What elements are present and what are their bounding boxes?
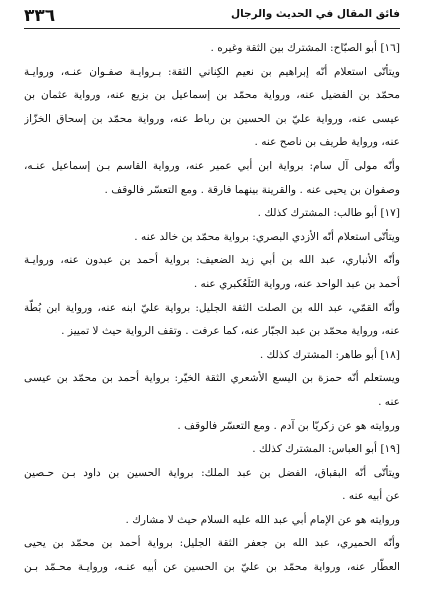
text-line: ويتأتّى أنّه البقباق، الفضل بن عبد الملك: برواية الحسين بن داود بـن حـصين — [24, 466, 400, 479]
text-line: [١٩] أبو العباس: المشترك كذلك . — [252, 443, 400, 456]
text-line: [١٨] أبو طاهر: المشترك كذلك . — [259, 348, 400, 361]
text-line: ويتأتّى استعلام أنّه الأزدي البصري: برواية محمّد بن خالد عنه . — [134, 230, 400, 243]
text-line: عنه، ورواية طريف بن ناصح عنه . — [254, 136, 400, 149]
page-body — [24, 29, 400, 580]
text-line: وصفوان بن يحيى عنه . والقرينة بينهما فارقة . ومع التعسّر فالوقف . — [104, 183, 400, 196]
text-line: [١٧] أبو طالب: المشترك كذلك . — [257, 207, 400, 220]
text-line: وأنّه الحميري، عبد الله بن جعفر الثقة الجليل: برواية أحمد بن محمّد بن يحيى — [24, 537, 400, 550]
text-line: عنه، ورواية محمّد بن عبد الجبّار عنه، كما عرفت . وتقف الرواية حيث لا تمييز . — [61, 325, 400, 338]
text-line: وروايته هو عن زكريّا بن آدم . ومع التعسّر فالوقف . — [177, 419, 400, 432]
text-line: ويتأتّى استعلام أنّه إبراهيم بن نعيم الكِناني الثقة: بـروايـة صفـوان عنـه، وروايـة — [24, 65, 400, 78]
text-line: أحمد بن عبد الواحد عنه، ورواية التَلَعُكبري عنه . — [193, 277, 400, 290]
text-line: وروايته هو عن الإمام أبي عبد الله عليه السلام حيث لا مشارك . — [125, 513, 400, 526]
text-line: وأنّه الأنباري، عبد الله بن أبي زيد الضعيف: برواية أحمد بن عبدون عنه، وروايـة — [24, 254, 400, 267]
text-line: [١٦] أبو الصبّاح: المشترك بين الثقة وغيره . — [210, 42, 400, 54]
text-line: عيسى عنه، ورواية عليّ بن الحسين بن رباط عنه، ورواية محمّد بن إسحاق الخزّاز — [24, 112, 400, 125]
text-line: عن أبيه عنه . — [342, 490, 400, 503]
text-line: وأنّه القمّي، عبد الله بن الصلت الثقة الجليل: برواية عليّ ابنه عنه، ورواية ابن بُطّة — [24, 301, 400, 314]
text-line: وأنّه مولى آل سام: برواية ابن أبي عمير عنه، ورواية القاسم بـن إسماعيل عنـه، — [24, 159, 400, 172]
text-line: ويستعلم أنّه حمزة بن اليسع الأشعري الثقة الخيّر: برواية أحمد بن محمّد بن عيسى — [24, 372, 400, 385]
text-line: عنه . — [378, 395, 400, 408]
page-number: ٣٣٦ — [24, 6, 56, 26]
text-line: محمّد بن الفضيل عنه، ورواية محمّد بن إسماعيل بن بزيع عنه، ورواية عثمان بن — [24, 89, 400, 102]
running-title: فائق المقال في الحديث والرجال — [231, 8, 400, 20]
text-line: العطّار عنه، ورواية محمّد بن عليّ بن الحسين عن أبيه عنـه، وروايـة محـمّد بـن — [24, 561, 400, 574]
page-header — [24, 0, 400, 29]
